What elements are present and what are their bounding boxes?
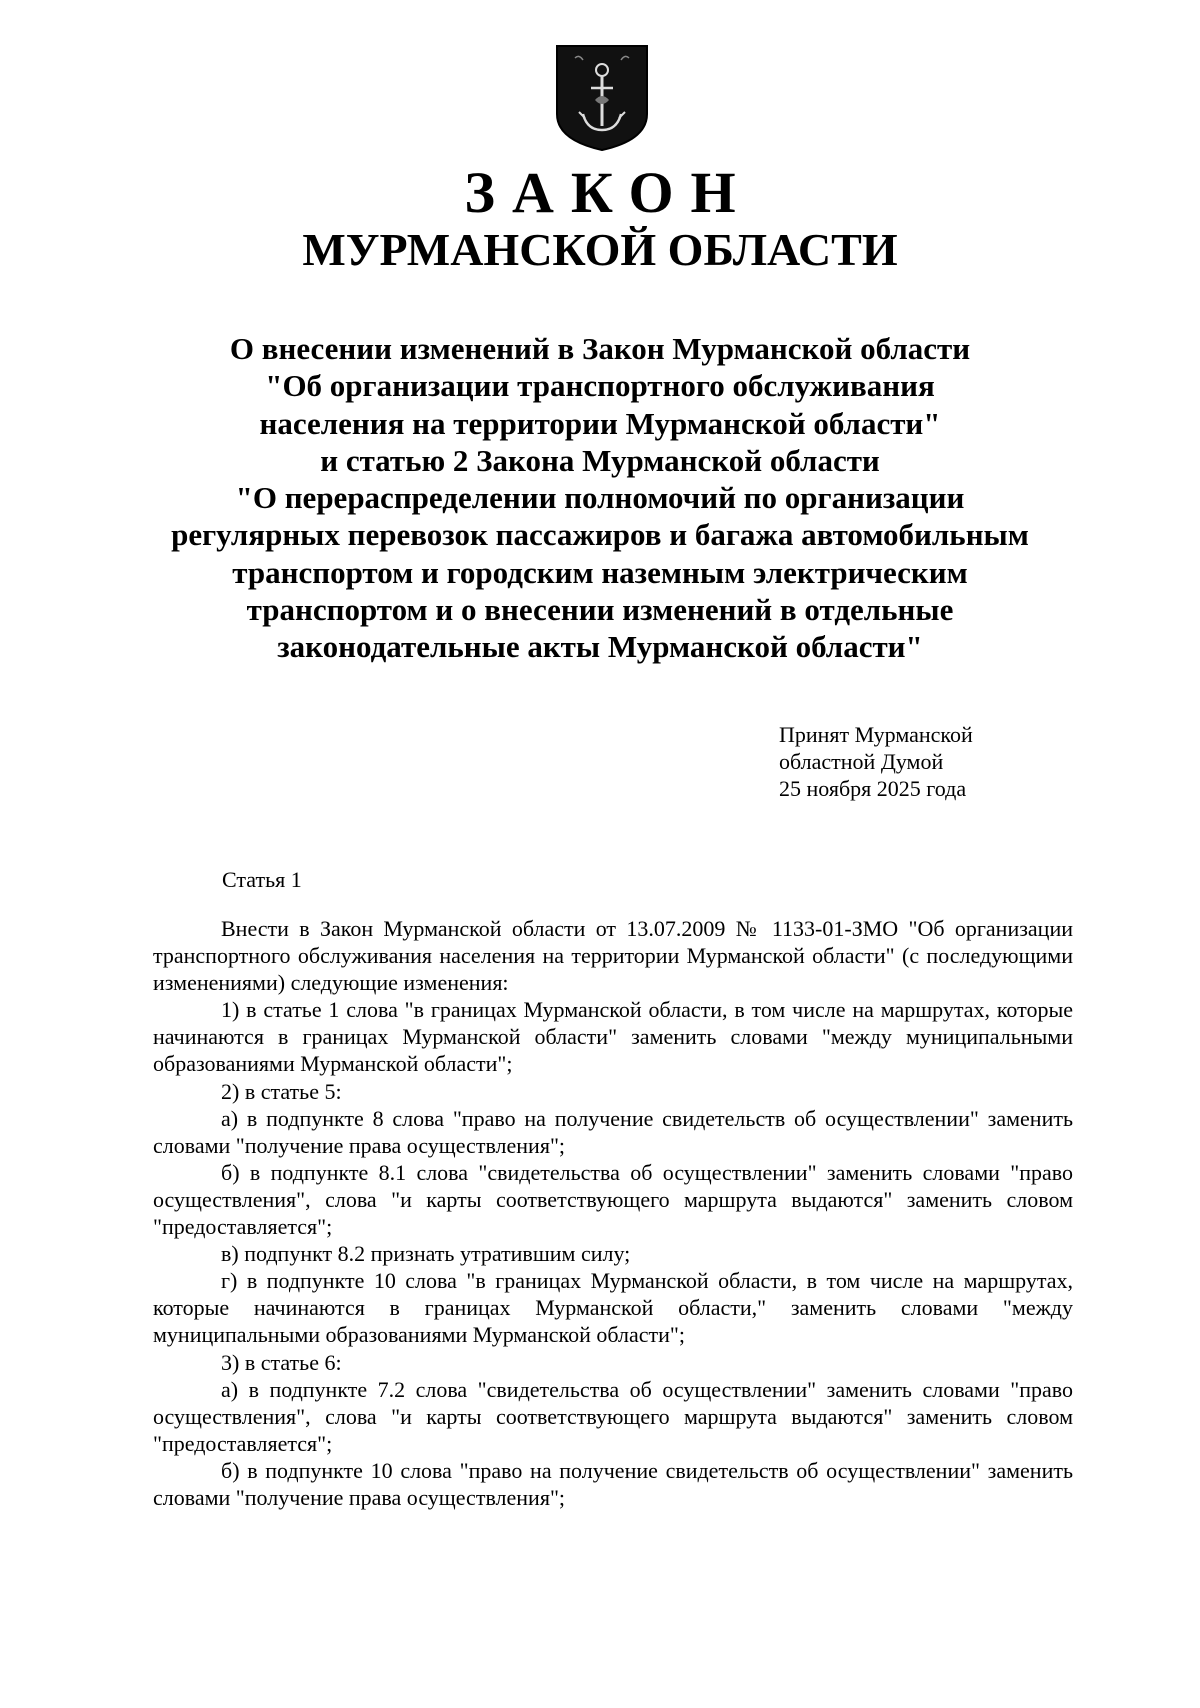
paragraph: в) подпункт 8.2 признать утратившим силу; [221,1241,631,1267]
paragraph: г) в подпункте 10 слова "в границах Мурманской области, в том числе на маршрутах, которые начинаются в границах Мурманской области," заменить словами "между муниципальными образованиями Мурманской области"; [153,1268,1073,1348]
paragraph: а) в подпункте 8 слова "право на получение свидетельств об осуществлении" заменить словами "получение права осуществления"; [153,1105,1073,1158]
paragraph: б) в подпункте 10 слова "право на получение свидетельств об осуществлении" заменить словами "получение права осуществления"; [153,1457,1073,1510]
article-body [153,915,1073,1511]
paragraph: 2) в статье 5: [221,1078,342,1104]
document-title [120,330,1080,666]
title-line: и статью 2 Закона Мурманской области [320,442,880,478]
title-line: "Об организации транспортного обслуживания [265,368,935,404]
title-line: "О перераспределении полномочий по организации [235,480,965,516]
adoption-line: Принят Мурманской [779,722,973,747]
adoption-line: областной Думой [779,749,944,774]
paragraph: а) в подпункте 7.2 слова "свидетельства об осуществлении" заменить словами "право осуществления", слова "и карты соответствующего маршрута выдаются" заменить словом "предоставляется"; [153,1376,1073,1456]
title-line: населения на территории Мурманской области" [259,405,941,441]
title-line: законодательные акты Мурманской области" [277,629,923,665]
region-name: МУРМАНСКОЙ ОБЛАСТИ [302,224,898,275]
paragraph: 1) в статье 1 слова "в границах Мурманской области, в том числе на маршрутах, которые начинаются в границах Мурманской области" заменить словами "между муниципальными образованиями Мурманской области"; [153,997,1073,1077]
title-line: регулярных перевозок пассажиров и багажа автомобильным [171,517,1029,553]
law-word: ЗАКОН [464,160,753,225]
paragraph: Внести в Закон Мурманской области от 13.07.2009 № 1133-01-ЗМО "Об организации транспортного обслуживания населения на территории Мурманской области" (с последующими изменениями) следующие изменения: [153,916,1073,996]
article-heading: Статья 1 [222,867,302,892]
paragraph: 3) в статье 6: [221,1349,342,1375]
adoption-line: 25 ноября 2025 года [779,776,967,801]
paragraph: б) в подпункте 8.1 слова "свидетельства об осуществлении" заменить словами "право осуществления", слова "и карты соответствующего маршрута выдаются" заменить словом "предоставляется"; [153,1159,1073,1240]
adoption-note [779,721,1099,802]
title-line: О внесении изменений в Закон Мурманской области [229,331,971,366]
title-line: транспортом и о внесении изменений в отдельные [246,592,954,628]
coat-of-arms-icon [555,44,649,152]
title-line: транспортом и городским наземным электрическим [232,554,968,590]
